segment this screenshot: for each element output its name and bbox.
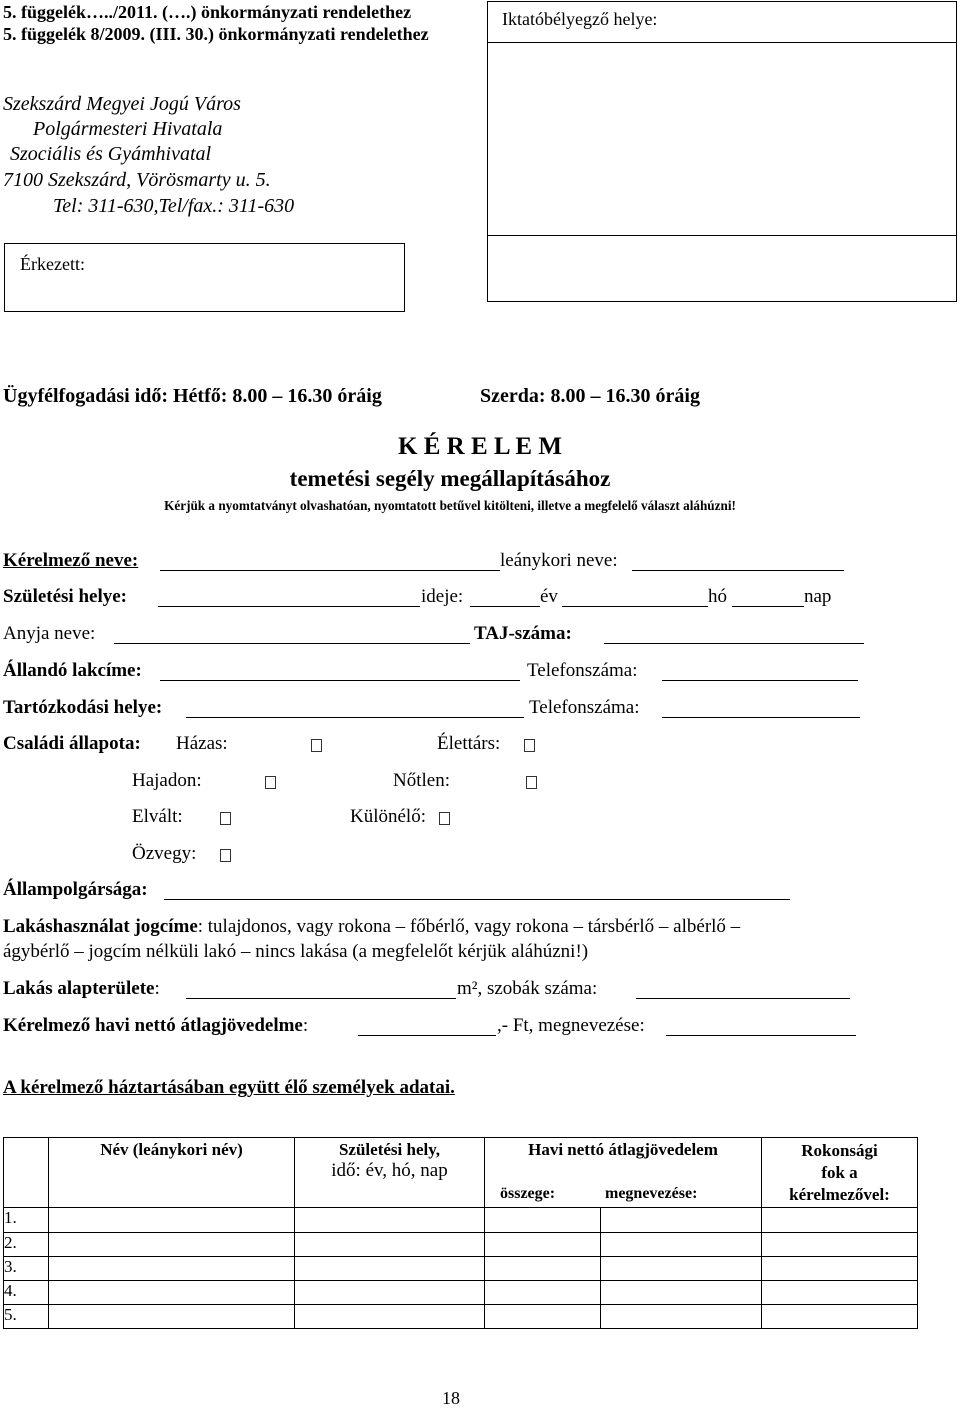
maiden-checkbox[interactable] [265,776,276,789]
row-name-cell[interactable] [49,1208,295,1233]
office-line-3: Szociális és Gyámhivatal [10,143,212,165]
birth-year-field[interactable] [470,606,540,607]
row-name-cell[interactable] [49,1257,295,1281]
row-number: 1. [4,1208,49,1233]
row-birth-cell[interactable] [295,1208,485,1233]
row-number: 5. [4,1305,49,1329]
col-name-label: Név (leánykori név) [100,1140,243,1159]
row-name-cell[interactable] [49,1305,295,1329]
row-birth-cell[interactable] [295,1257,485,1281]
row-name-cell[interactable] [49,1233,295,1257]
mother-name-field[interactable] [114,643,470,644]
household-table [3,1137,918,1329]
table-header-income [485,1138,762,1208]
col-income-label: Havi nettó átlagjövedelem [528,1140,718,1159]
divorced-label: Elvált: [132,806,183,827]
col-relation-label-1: Rokonsági [801,1141,878,1160]
row-birth-cell[interactable] [295,1233,485,1257]
row-income-amount-cell[interactable] [485,1281,601,1305]
row-income-type-cell[interactable] [601,1257,762,1281]
residence-label: Tartózkodási helye: [3,697,163,718]
table-header-birth [295,1138,485,1208]
maiden-name-field[interactable] [632,570,844,571]
office-line-2: Polgármesteri Hivatala [33,118,223,140]
permanent-address-label: Állandó lakcíme: [3,660,142,681]
stamp-label: Iktatóbélyegző helye: [502,9,658,29]
table-row [4,1208,918,1233]
marital-status-label: Családi állapota: [3,733,141,754]
year-label: év [540,586,558,607]
month-label: hó [708,586,727,607]
appendix-line-2: 5. függelék 8/2009. (III. 30.) önkormányzati rendelethez [3,24,429,44]
row-income-amount-cell[interactable] [485,1233,601,1257]
col-relation-label-3: kérelmezővel: [789,1185,890,1204]
form-instruction: Kérjük a nyomtatványt olvashatóan, nyomtatott betűvel kitölteni, illetve a megfelelő választ aláhúzni! [164,498,736,513]
separated-checkbox[interactable] [439,812,450,825]
office-hours-wednesday: Szerda: 8.00 – 16.30 óráig [480,385,700,407]
table-row [4,1281,918,1305]
row-income-amount-cell[interactable] [485,1305,601,1329]
bachelor-checkbox[interactable] [526,776,537,789]
floor-area-label: Lakás alapterülete [3,978,155,999]
row-number: 2. [4,1233,49,1257]
bachelor-label: Nőtlen: [393,770,450,791]
phone1-field[interactable] [662,680,858,681]
rooms-field[interactable] [636,998,850,999]
arrived-label: Érkezett: [20,254,85,274]
housing-options-line-2[interactable]: ágybérlő – jogcím nélküli lakó – nincs lakása (a megfelelőt kérjük aláhúzni!) [3,941,589,962]
row-relation-cell[interactable] [762,1281,918,1305]
row-income-type-cell[interactable] [601,1208,762,1233]
income-type-label: ,- Ft, megnevezése: [497,1015,645,1036]
housing-options-line-1[interactable]: : tulajdonos, vagy rokona – főbérlő, vagy rokona – társbérlő – albérlő – [197,916,741,937]
office-line-5: Tel: 311-630,Tel/fax.: 311-630 [53,195,295,217]
row-relation-cell[interactable] [762,1305,918,1329]
separated-label: Különélő: [350,806,426,827]
floor-area-field[interactable] [186,998,456,999]
citizenship-label: Állampolgársága: [3,879,148,900]
table-header-name [49,1138,295,1208]
table-row [4,1305,918,1329]
day-label: nap [804,586,832,607]
rooms-label: m², szobák száma: [457,978,598,999]
page-number: 18 [442,1388,460,1408]
row-income-amount-cell[interactable] [485,1257,601,1281]
col-birth-label-2: idő: év, hó, nap [331,1160,448,1181]
maiden-label: Hajadon: [132,770,202,791]
divorced-checkbox[interactable] [220,812,231,825]
birth-day-field[interactable] [732,606,804,607]
form-title: K É R E L E M [398,433,562,460]
phone2-label: Telefonszáma: [529,697,640,718]
income-colon: : [302,1015,309,1036]
row-birth-cell[interactable] [295,1305,485,1329]
col-relation-label-2: fok a [821,1163,858,1182]
partner-checkbox[interactable] [524,739,535,752]
widowed-checkbox[interactable] [220,849,231,862]
row-birth-cell[interactable] [295,1281,485,1305]
row-relation-cell[interactable] [762,1233,918,1257]
household-heading: A kérelmező háztartásában együtt élő személyek adatai. [3,1077,455,1098]
appendix-line-1: 5. függelék…../2011. (….) önkormányzati rendelethez [3,2,412,22]
phone1-label: Telefonszáma: [527,660,638,681]
col-income-type-label: megnevezése: [605,1185,698,1202]
taj-label: TAJ-száma: [474,623,572,644]
birthplace-field[interactable] [158,606,420,607]
birthdate-label: ideje: [421,586,464,607]
table-header-relation [762,1138,918,1208]
married-checkbox[interactable] [311,739,322,752]
partner-label: Élettárs: [437,733,501,754]
office-hours-monday: Ügyfélfogadási idő: Hétfő: 8.00 – 16.30 óráig [3,385,382,407]
row-income-type-cell[interactable] [601,1281,762,1305]
residence-field[interactable] [186,717,524,718]
table-row [4,1257,918,1281]
stamp-box [487,1,957,302]
row-income-type-cell[interactable] [601,1233,762,1257]
form-subtitle: temetési segély megállapításához [289,466,611,491]
col-income-amount-label: összege: [500,1185,556,1202]
row-name-cell[interactable] [49,1281,295,1305]
floor-area-colon: : [154,978,160,999]
row-income-amount-cell[interactable] [485,1208,601,1233]
col-birth-label-1: Születési hely, [338,1140,441,1159]
income-field[interactable] [358,1035,496,1036]
married-label: Házas: [176,733,228,754]
birth-month-field[interactable] [562,606,708,607]
applicant-name-field[interactable] [160,570,500,571]
row-relation-cell[interactable] [762,1208,918,1233]
table-header-number [4,1138,49,1208]
income-type-field[interactable] [666,1035,856,1036]
income-label: Kérelmező havi nettó átlagjövedelme [3,1015,303,1036]
phone2-field[interactable] [662,717,860,718]
row-number: 4. [4,1281,49,1305]
citizenship-field[interactable] [164,899,790,900]
taj-field[interactable] [604,643,864,644]
office-line-4: 7100 Szekszárd, Vörösmarty u. 5. [3,169,271,191]
row-income-type-cell[interactable] [601,1305,762,1329]
table-row [4,1233,918,1257]
office-line-1: Szekszárd Megyei Jogú Város [3,93,241,115]
housing-label: Lakáshasználat jogcíme [3,916,198,937]
permanent-address-field[interactable] [160,680,520,681]
mother-name-label: Anyja neve: [3,623,96,644]
row-number: 3. [4,1257,49,1281]
birthplace-label: Születési helye: [3,586,128,607]
maiden-name-label: leánykori neve: [500,550,618,571]
applicant-name-label: Kérelmező neve: [3,550,139,571]
widowed-label: Özvegy: [132,843,197,864]
row-relation-cell[interactable] [762,1257,918,1281]
